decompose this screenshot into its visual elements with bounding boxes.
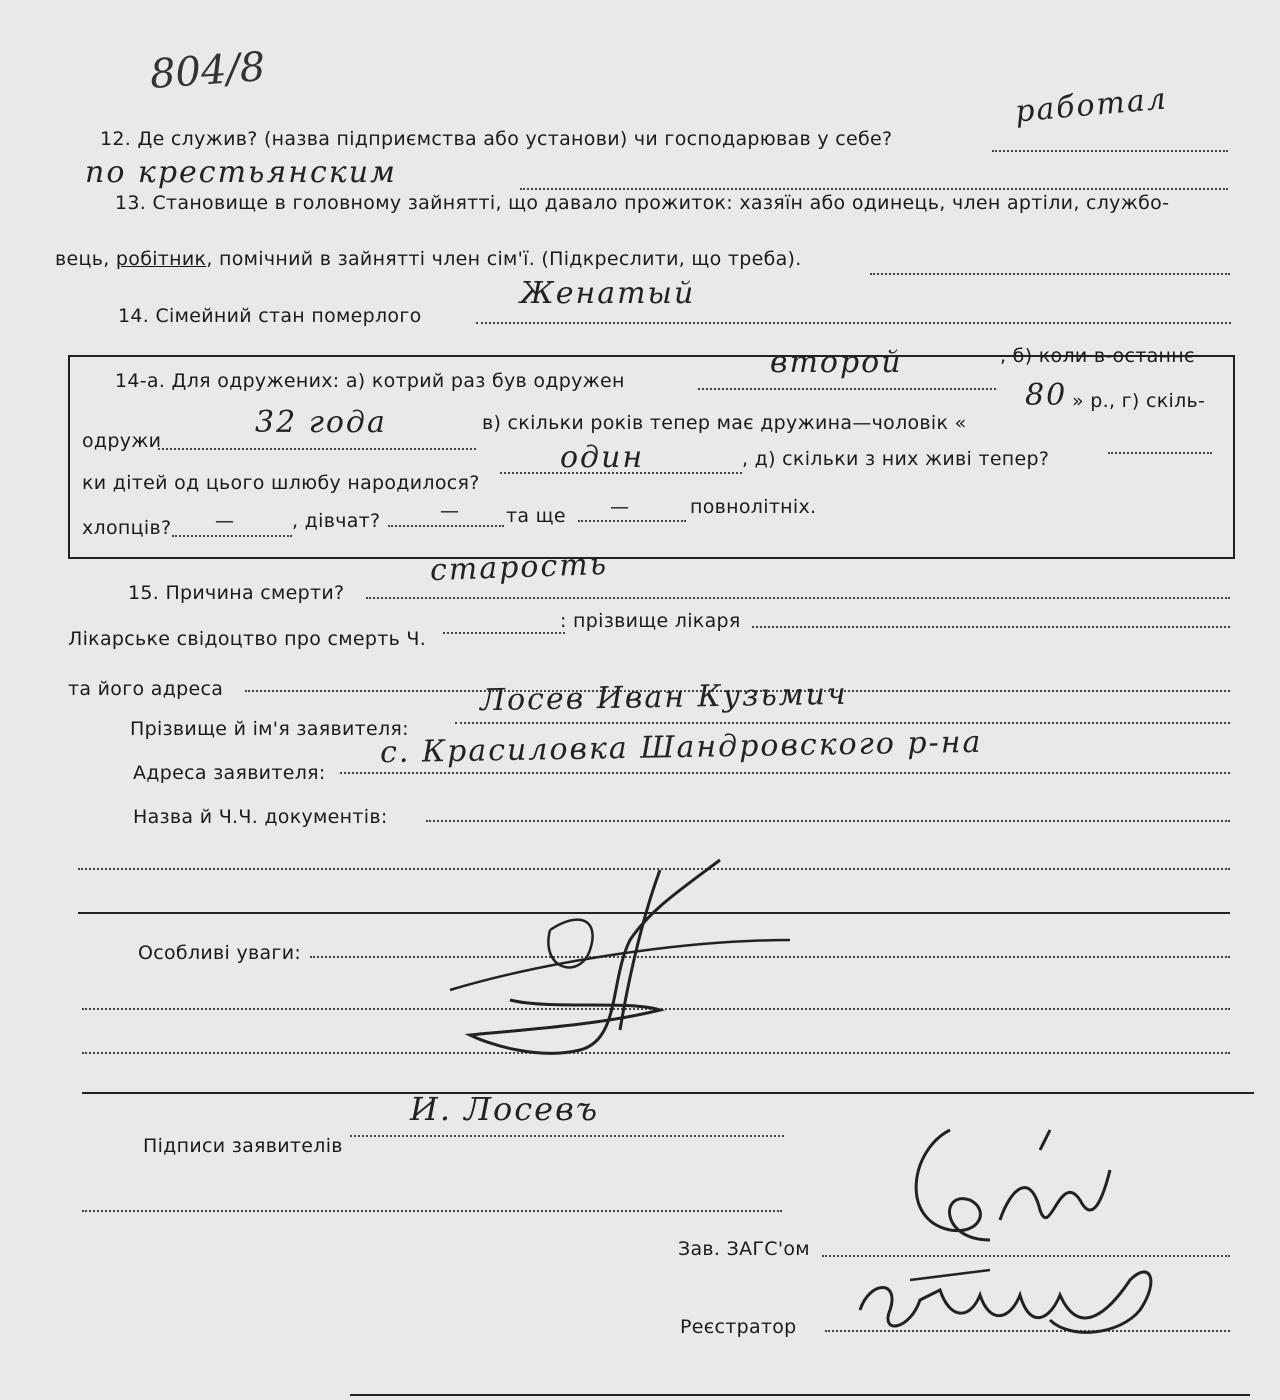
applicant-address-line (340, 772, 1230, 774)
archive-number: 804/8 (148, 44, 267, 98)
q14a-girls-value: — (440, 500, 460, 522)
doctor-name-label: : прізвище лікаря (560, 610, 741, 632)
q13-line-2 (55, 248, 802, 270)
signatures-label: Підписи заявителів (143, 1135, 343, 1157)
q13-line-1: 13. Становище в головному зайнятті, що давало прожиток: хазяїн або одинець, член артіли, службо- (115, 192, 1170, 214)
q13-part-a: вець, (55, 248, 116, 270)
q14a-line-2-c: » р., г) скіль- (1072, 390, 1206, 412)
q14a-answer-a: второй (770, 345, 903, 380)
q14a-line-e (1108, 452, 1212, 454)
q14-label: 14. Сімейний стан померлого (118, 305, 422, 327)
applicant-name-line (455, 722, 1230, 724)
q14a-line-2-b: в) скільки років тепер має дружина—чоловік « (482, 412, 967, 434)
signatures-line-1 (350, 1135, 784, 1137)
applicant-docs-label: Назва й Ч.Ч. документів: (133, 806, 388, 828)
q14a-answer-b: 32 года (255, 405, 387, 440)
q14a-line-4-d: повнолітніх. (690, 496, 817, 518)
remarks-rule (82, 1092, 1254, 1094)
q14a-boys-value: — (215, 510, 235, 532)
applicant-name-value: Лосев Иван Кузьмич (479, 676, 848, 719)
applicant-address-label: Адреса заявителя: (133, 762, 326, 784)
applicant-docs-line (426, 820, 1230, 822)
doctor-certificate-line (443, 632, 565, 634)
q14a-line-4-a: хлопців? (82, 517, 172, 539)
q14a-line-2-a: одружи (82, 430, 162, 452)
q12-answer-1: работал (1013, 81, 1170, 130)
q14a-line-b (158, 448, 476, 450)
q14-answer: Женатый (520, 276, 696, 311)
q13-line (870, 273, 1230, 275)
remarks-label: Особливі уваги: (138, 942, 302, 964)
doctor-address-label: та його адреса (68, 678, 224, 700)
head-label: Зав. ЗАГС'ом (678, 1238, 810, 1260)
q14a-adults-line (578, 520, 686, 522)
q14a-line-3-b: , д) скільки з них живі тепер? (742, 448, 1050, 470)
q14a-line-3-a: ки дітей од цього шлюбу народилося? (82, 472, 480, 494)
q12-label: 12. Де служив? (назва підприємства або установи) чи господарював у себе? (100, 128, 893, 150)
doctor-certificate-label: Лікарське свідоцтво про смерть Ч. (68, 628, 427, 650)
q13-part-b: , помічний в зайнятті член сім'ї. (Підкреслити, що треба). (206, 248, 802, 270)
q14a-line-a (698, 388, 996, 390)
q15-line (366, 597, 1230, 599)
registrar-label: Реєстратор (680, 1316, 797, 1338)
head-signature (900, 1110, 1120, 1260)
applicant-signature: И. Лосевъ (410, 1090, 600, 1128)
q14a-line-1: 14-а. Для одружених: а) котрий раз був одружен (115, 370, 625, 392)
q14a-adults-value: — (610, 496, 630, 518)
q13-underlined: робітник (115, 248, 207, 270)
flourish-signature (430, 850, 790, 1080)
q12-answer-2: по крестьянским (85, 155, 397, 190)
signatures-line-2 (82, 1210, 782, 1212)
q12-line (992, 150, 1228, 152)
applicant-name-label: Прізвище й ім'я заявителя: (130, 718, 409, 740)
doctor-name-line (752, 626, 1230, 628)
q14a-line-1-b: , б) коли в-останнє (1000, 345, 1195, 367)
q14-line (476, 322, 1231, 324)
q14a-line-4-c: та ще (506, 505, 566, 527)
bottom-rule (350, 1394, 1250, 1396)
applicant-address-value: с. Красиловка Шандровского р-на (379, 724, 983, 771)
q15-answer: старость (429, 546, 609, 589)
q14a-girls-line (388, 525, 504, 527)
q14a-answer-c: 80 (1025, 378, 1068, 413)
q14a-answer-d: один (560, 440, 645, 475)
q14a-boys-line (172, 535, 292, 537)
registrar-signature (850, 1250, 1180, 1350)
q12-line-2 (520, 188, 1228, 190)
q14a-line-4-b: , дівчат? (292, 510, 381, 532)
q15-label: 15. Причина смерти? (128, 582, 345, 604)
